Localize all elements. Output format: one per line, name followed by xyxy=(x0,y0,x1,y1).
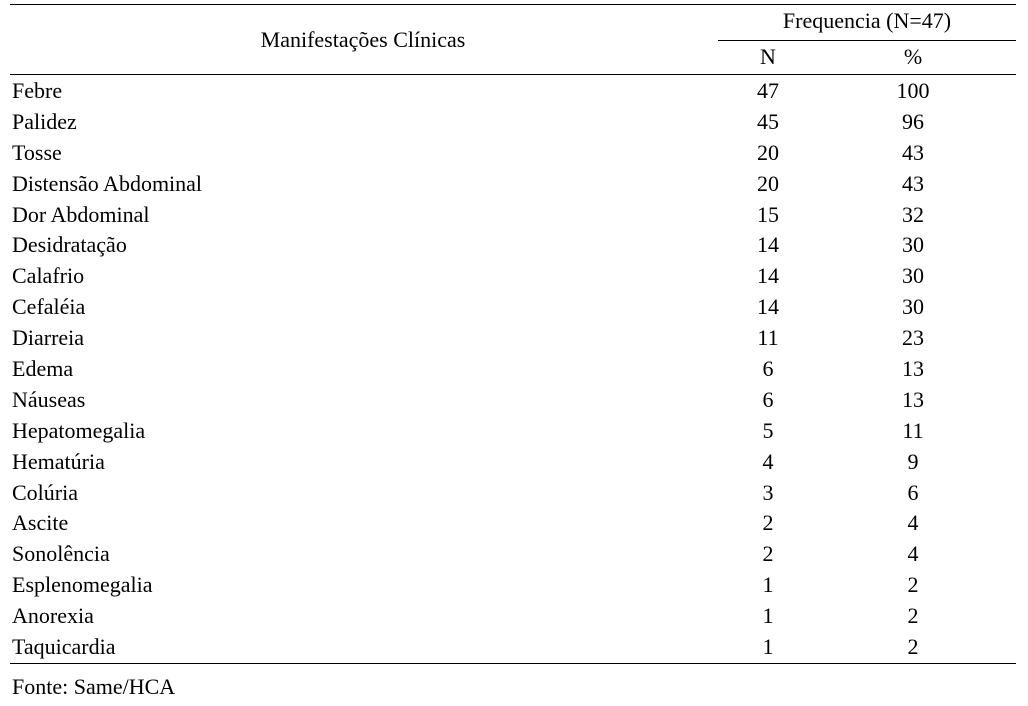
table-row xyxy=(0,632,1028,663)
row-count: 20 xyxy=(757,139,779,165)
table-row xyxy=(0,478,1028,509)
row-percent: 13 xyxy=(902,386,924,412)
table-row xyxy=(0,385,1028,416)
table-bottom-rule xyxy=(10,663,1016,664)
row-percent: 30 xyxy=(902,294,924,320)
row-percent: 43 xyxy=(902,170,924,196)
row-count: 20 xyxy=(757,170,779,196)
row-count: 14 xyxy=(757,263,779,289)
row-percent: 9 xyxy=(907,448,919,474)
column-group-header-frequency: Frequencia (N=47) xyxy=(782,8,952,33)
table-row xyxy=(0,447,1028,478)
table-row xyxy=(0,230,1028,261)
row-label: Calafrio xyxy=(12,263,85,289)
row-label: Febre xyxy=(12,78,63,103)
column-header-percent: % xyxy=(903,44,923,69)
table-row xyxy=(0,200,1028,231)
row-count: 5 xyxy=(762,417,774,443)
row-count: 4 xyxy=(762,448,774,474)
row-label: Ascite xyxy=(12,510,69,536)
row-label: Anorexia xyxy=(12,603,94,629)
table-row xyxy=(0,570,1028,601)
table-row xyxy=(0,76,1028,107)
row-percent: 2 xyxy=(907,603,919,629)
row-label: Esplenomegalia xyxy=(12,572,153,598)
row-label: Taquicardia xyxy=(12,634,116,660)
row-percent: 30 xyxy=(902,263,924,289)
row-percent: 100 xyxy=(896,78,930,103)
row-count: 3 xyxy=(762,479,774,505)
table-row xyxy=(0,292,1028,323)
table-source-note: Fonte: Same/HCA xyxy=(12,674,176,699)
row-label: Desidratação xyxy=(12,232,127,258)
row-label: Hematúria xyxy=(12,448,105,474)
row-percent: 30 xyxy=(902,232,924,258)
row-percent: 6 xyxy=(907,479,919,505)
table-row xyxy=(0,323,1028,354)
column-header-n: N xyxy=(760,44,776,69)
row-percent: 11 xyxy=(902,417,924,443)
row-count: 14 xyxy=(757,232,779,258)
row-count: 1 xyxy=(762,634,774,660)
table-row xyxy=(0,354,1028,385)
row-count: 11 xyxy=(757,325,779,351)
table-row xyxy=(0,508,1028,539)
table-row xyxy=(0,138,1028,169)
row-label: Diarreia xyxy=(12,325,85,351)
table-top-rule xyxy=(10,4,1016,5)
row-label: Sonolência xyxy=(12,541,110,567)
table-row xyxy=(0,107,1028,138)
table-body xyxy=(0,76,1028,663)
row-percent: 43 xyxy=(902,139,924,165)
row-percent: 23 xyxy=(902,325,924,351)
row-percent: 13 xyxy=(902,356,924,382)
row-percent: 96 xyxy=(902,108,924,134)
table-row xyxy=(0,169,1028,200)
row-label: Edema xyxy=(12,356,74,382)
row-percent: 4 xyxy=(907,541,919,567)
row-count: 6 xyxy=(762,356,774,382)
row-label: Tosse xyxy=(12,139,62,165)
frequency-header-rule xyxy=(718,40,1016,41)
table-row xyxy=(0,416,1028,447)
row-label: Náuseas xyxy=(12,386,86,412)
row-count: 1 xyxy=(762,572,774,598)
row-label: Palidez xyxy=(12,108,77,134)
row-label: Cefaléia xyxy=(12,294,86,320)
row-percent: 32 xyxy=(902,201,924,227)
row-count: 2 xyxy=(762,510,774,536)
row-label: Distensão Abdominal xyxy=(12,170,203,196)
row-count: 2 xyxy=(762,541,774,567)
row-count: 15 xyxy=(757,201,779,227)
row-label: Hepatomegalia xyxy=(12,417,146,443)
table-header-rule xyxy=(10,74,1016,75)
row-count: 45 xyxy=(757,108,779,134)
row-percent: 2 xyxy=(907,634,919,660)
table-row xyxy=(0,539,1028,570)
row-percent: 4 xyxy=(907,510,919,536)
table-row xyxy=(0,261,1028,292)
row-count: 6 xyxy=(762,386,774,412)
row-percent: 2 xyxy=(907,572,919,598)
row-label: Dor Abdominal xyxy=(12,201,150,227)
column-header-manifestations: Manifestações Clínicas xyxy=(260,27,466,52)
row-count: 47 xyxy=(757,78,779,103)
row-count: 1 xyxy=(762,603,774,629)
row-label: Colúria xyxy=(12,479,78,505)
row-count: 14 xyxy=(757,294,779,320)
table-row xyxy=(0,601,1028,632)
